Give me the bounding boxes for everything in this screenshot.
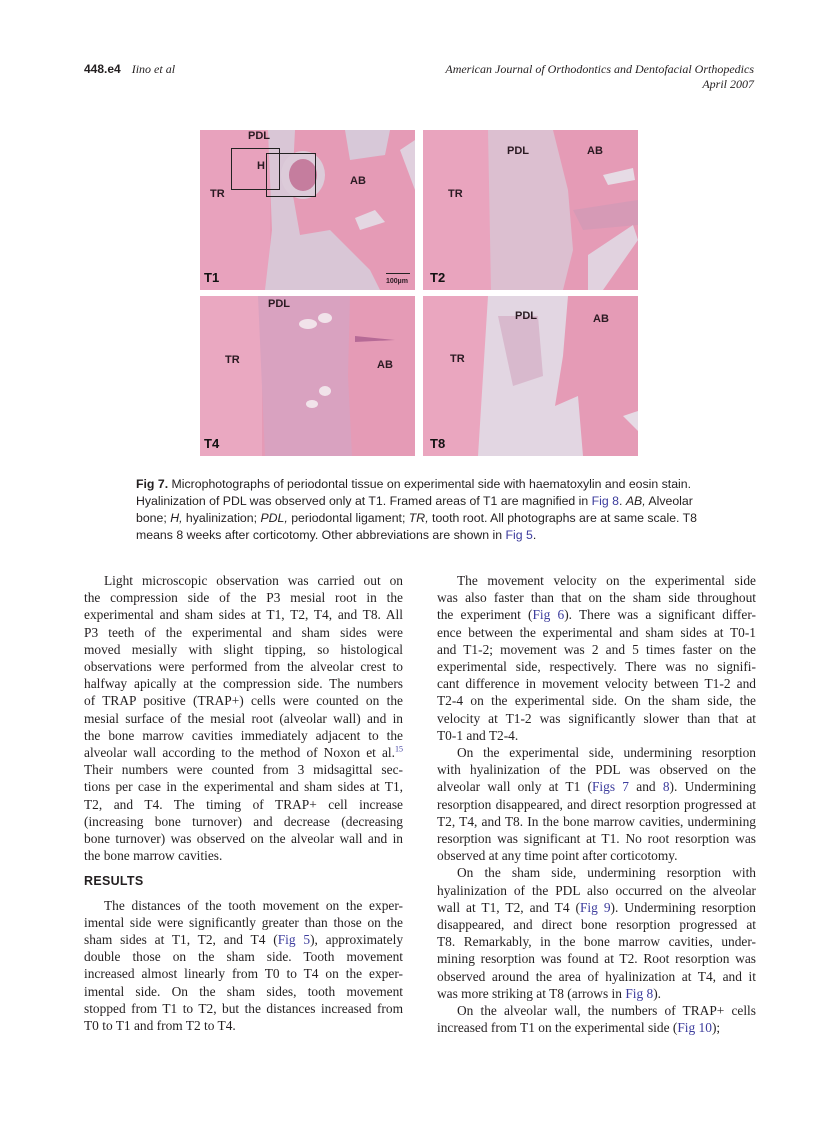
text-line: observed at any time point after corticotomy.	[437, 848, 678, 864]
tissue-image-t4	[200, 296, 415, 456]
label-pdl: PDL	[507, 145, 529, 157]
scale-bar	[386, 273, 410, 274]
caption-text	[136, 477, 697, 542]
panel-label-t8: T8	[430, 436, 446, 451]
text-line: with hyalinization of the PDL was observed on the	[437, 762, 756, 778]
abbreviation: H,	[170, 511, 183, 525]
text-line: wall at T1, T2, and T4 (Fig 9). Undermining resorption	[437, 899, 756, 915]
micrograph-panel-t4	[200, 296, 415, 456]
text-line: T0 to T1 and from T2 to T4.	[84, 1018, 236, 1034]
text-line: the bone marrow cavities immediately adjacent to the	[84, 727, 403, 743]
text-line: On the experimental side, undermining resorption	[457, 745, 756, 761]
body-column-right	[437, 572, 756, 1036]
label-ab: AB	[593, 313, 609, 325]
paragraph	[84, 572, 403, 864]
label-pdl: PDL	[248, 130, 270, 142]
text-line: resorption was significant at T1. No root resorption was	[437, 831, 756, 847]
caption-text-segment: tooth root. All photographs are at same scale. T8 means 8 weeks after corticotomy. Other abbreviations are shown in	[136, 511, 698, 542]
text-line: T2, and T4. The timing of TRAP+ cell increase	[84, 796, 403, 812]
text-line: T8. Remarkably, in the bone marrow cavities, under-	[437, 934, 756, 950]
caption-text-segment: .	[619, 494, 626, 508]
section-heading: RESULTS	[84, 874, 144, 889]
paragraph	[84, 897, 403, 1035]
caption-text-segment: Microphotographs of periodontal tissue on experimental side with haematoxylin and eosin stain. Hyalinization of PDL was observed only at T1. Framed areas of T1 are magnified in	[136, 477, 692, 508]
label-tr: TR	[448, 188, 463, 200]
figure-reference-link[interactable]: Fig 8	[591, 494, 620, 508]
panel-label-t2: T2	[430, 270, 446, 285]
label-ab: AB	[350, 175, 366, 187]
text-line: was also faster than that on the sham side throughout	[437, 590, 756, 606]
abbreviation: PDL,	[260, 511, 288, 525]
text-line: the experiment (Fig 6). There was a significant differ-	[437, 607, 756, 623]
text-line: mesial surface of the mesial root (alveolar wall) and in	[84, 710, 403, 726]
figure-reference-link[interactable]: Fig 10	[677, 1020, 712, 1036]
text-line: The movement velocity on the experimental side	[457, 573, 756, 588]
caption-text-segment: periodontal ligament;	[287, 511, 409, 525]
caption-text-segment: .	[532, 528, 537, 542]
text-line: double those on the sham side. Tooth movement	[84, 949, 403, 965]
paragraph	[437, 864, 756, 1002]
text-line: P3 teeth of the experimental and sham sides were	[84, 624, 403, 640]
text-line: tions per case in the experimental and sham sides at T1,	[84, 779, 403, 795]
text-line: disappeared, and direct bone resorption progressed at	[437, 917, 756, 933]
figure-reference-link[interactable]: Fig 5	[277, 932, 311, 948]
label-h: H	[257, 160, 265, 172]
caption-text-segment: hyalinization;	[182, 511, 261, 525]
citation-reference[interactable]: 15	[395, 744, 403, 754]
text-line: alveolar wall only at T1 (Figs 7 and 8). Undermining	[437, 779, 757, 795]
text-line: the bone marrow cavities.	[84, 848, 223, 864]
text-line: experimental and sham sides at T1, T2, T4, and T8. All	[84, 607, 403, 623]
text-line: Their numbers were counted from 3 midsagittal sec-	[84, 762, 403, 778]
text-line: mining resorption was found at T2. Root resorption was	[437, 951, 756, 967]
journal-title: American Journal of Orthodontics and Dentofacial Orthopedics	[445, 62, 754, 76]
text-line: On the alveolar wall, the numbers of TRAP+ cells	[457, 1003, 756, 1019]
text-line: On the sham side, undermining resorption with	[457, 865, 756, 881]
text-line: the compression side of the P3 mesial root in the	[84, 590, 403, 606]
paragraph	[437, 1002, 756, 1036]
paragraph	[437, 572, 756, 744]
text-line: stopped from T1 to T2, but the distances increased from	[84, 1000, 403, 1016]
label-tr: TR	[450, 353, 465, 365]
running-authors: Iino et al	[131, 62, 176, 76]
panel-label-t1: T1	[204, 270, 220, 285]
panel-label-t4: T4	[204, 436, 220, 451]
magnified-area-frame	[266, 153, 316, 197]
micrograph-panel-t8	[423, 296, 638, 456]
figure-label: Fig 7.	[136, 477, 169, 491]
figure-reference-link[interactable]: Fig 6	[532, 607, 565, 623]
text-line: velocity at T1-2 was significantly slower than that at	[437, 710, 756, 726]
text-line: sham sides at T1, T2, and T4 (Fig 5), approximately	[84, 932, 404, 948]
running-header-left	[84, 62, 175, 77]
text-line: imental side. On the sham sides, tooth movement	[84, 983, 403, 999]
text-line: alveolar wall according to the method of Noxon et al.$^{15}$	[84, 744, 403, 761]
micrograph-panel-t2	[423, 130, 638, 290]
text-line: increased almost linearly from T0 to T4 on the exper-	[84, 966, 403, 982]
figure-reference-link[interactable]: Figs 7	[591, 779, 630, 795]
text-line: Light microscopic observation was carried out on	[104, 573, 403, 588]
issue-date: April 2007	[702, 77, 754, 91]
label-tr: TR	[225, 354, 240, 366]
figure-reference-link[interactable]: Fig 9	[579, 899, 611, 915]
micrograph-panel-t1	[200, 130, 415, 290]
paragraph	[437, 744, 756, 864]
tissue-image-t2	[423, 130, 638, 290]
figure-caption	[136, 476, 706, 544]
label-pdl: PDL	[268, 298, 290, 310]
text-line: T0-1 and T2-4.	[437, 727, 519, 743]
text-line: was more striking at T8 (arrows in Fig 8).	[437, 985, 662, 1001]
body-column-left	[84, 572, 403, 1034]
text-line: experimental side, respectively. There was no signifi-	[437, 659, 756, 675]
text-line: T2, T4, and T8. In the bone marrow cavities, undermining	[437, 813, 756, 829]
text-line: imental side were significantly greater than those on the	[84, 914, 403, 930]
figure-7	[200, 130, 638, 456]
running-header-right	[445, 62, 754, 92]
text-line: (increasing bone turnover) and decrease (decreasing	[84, 813, 403, 829]
figure-reference-link[interactable]: Fig 8	[625, 985, 654, 1001]
text-line: observations were performed from the alveolar crest to	[84, 659, 403, 675]
text-line: of TRAP positive (TRAP+) cells were counted on the	[84, 693, 403, 709]
label-ab: AB	[377, 359, 393, 371]
text-line: The distances of the tooth movement on the exper-	[104, 897, 403, 913]
text-line: ence between the experimental and sham sides at T0-1	[437, 624, 756, 640]
label-ab: AB	[587, 145, 603, 157]
text-line: observed around the area of hyalinization at T4, and it	[437, 968, 756, 984]
text-line: T2-4 on the experimental side. On the sham side, the	[437, 693, 756, 709]
caption-text-segment: Alveolar bone;	[136, 494, 693, 525]
figure-reference-link[interactable]: Fig 5	[505, 528, 533, 542]
text-line: increased from T1 on the experimental side (Fig 10);	[437, 1020, 721, 1036]
abbreviation: TR,	[408, 511, 429, 525]
figure-reference-link[interactable]: 8	[662, 779, 670, 795]
text-line: hyalinization of the PDL also occurred on the alveolar	[437, 882, 756, 898]
text-line: moved mesially with slight tipping, so histological	[84, 641, 403, 657]
text-line: bone turnover) was observed on the alveolar wall and in	[84, 831, 403, 847]
label-pdl: PDL	[515, 310, 537, 322]
abbreviation: AB,	[625, 494, 646, 508]
text-line: halfway apically at the compression side. The numbers	[84, 676, 403, 692]
text-line: cant difference in movement velocity between T1-2 and	[437, 676, 756, 692]
text-line: and T1-2; movement was 2 and 5 times faster on the	[437, 641, 756, 657]
page-number: 448.e4	[84, 62, 121, 76]
scale-bar-label: 100µm	[386, 278, 408, 285]
label-tr: TR	[210, 188, 225, 200]
text-line: resorption disappeared, and direct resorption progressed at	[437, 796, 756, 812]
